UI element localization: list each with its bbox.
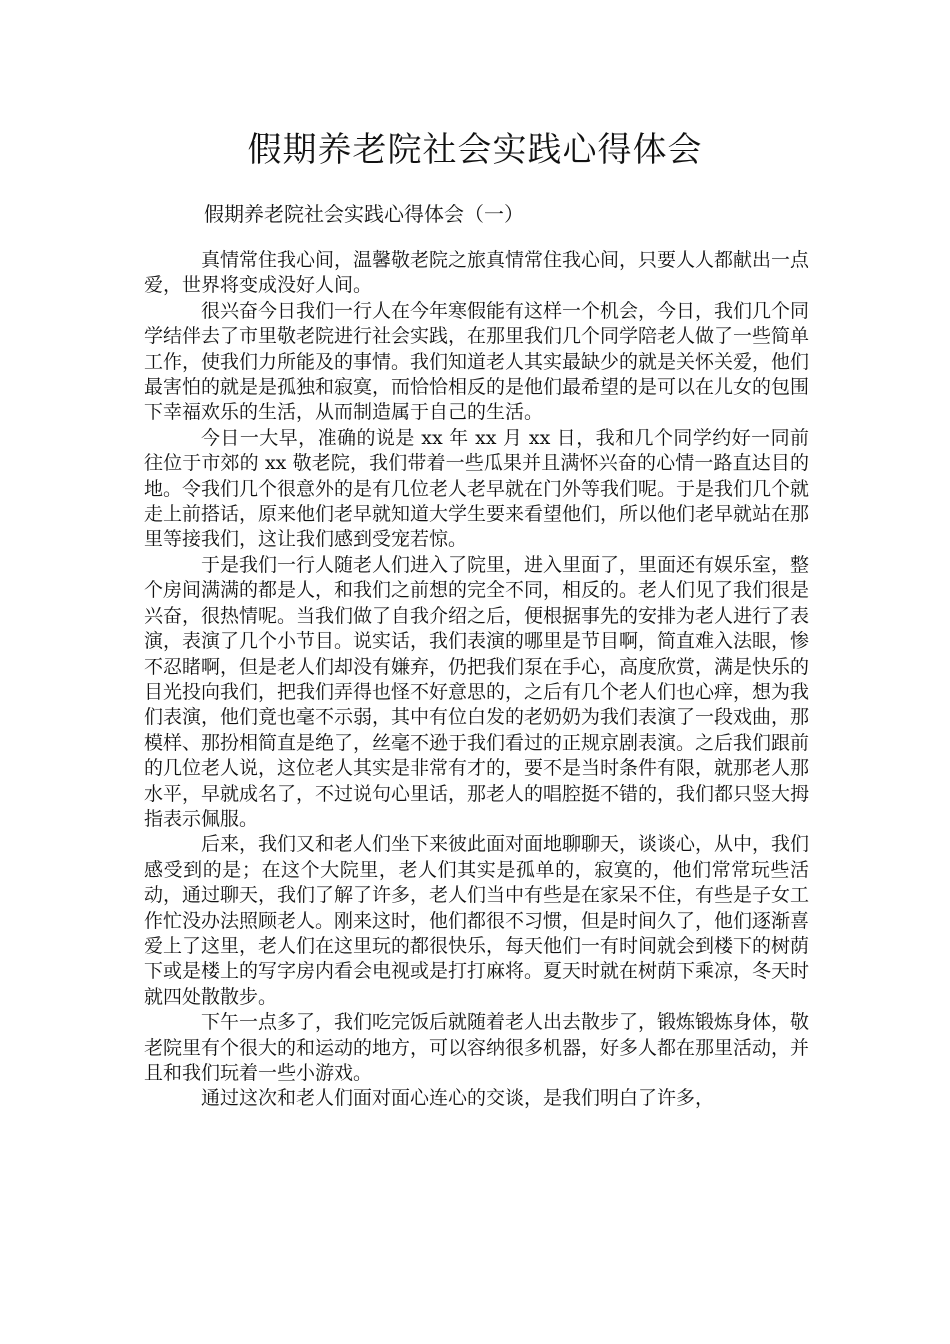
paragraph: 下午一点多了，我们吃完饭后就随着老人出去散步了，锻炼锻炼身体，敬老院里有个很大的和运动的地方，可以容纳很多机器，好多人都在那里活动，并且和我们玩着一些小游戏。 [144,1011,810,1084]
paragraph: 今日一大早，准确的说是 xx 年 xx 月 xx 日，我和几个同学约好一同前往位于市郊的 xx 敬老院，我们带着一些瓜果并且满怀兴奋的心情一路直达目的地。令我们几个很意外的是有几位老人老早就在门外等我们呢。于是我们几个就走上前搭话，原来他们老早就知道大学生要来看望他们，所以他们老早就站在那里等接我们，这让我们感到受宠若惊。 [144,426,810,551]
paragraph: 很兴奋今日我们一行人在今年寒假能有这样一个机会，今日，我们几个同学结伴去了市里敬老院进行社会实践，在那里我们几个同学陪老人做了一些简单工作，使我们力所能及的事情。我们知道老人其实最缺少的就是关怀关爱，他们最害怕的就是是孤独和寂寞，而恰恰相反的是他们最希望的是可以在儿女的包围下幸福欢乐的生活，从而制造属于自己的生活。 [144,299,810,424]
paragraph: 通过这次和老人们面对面心连心的交谈，是我们明白了许多， [201,1087,715,1110]
document-body [144,248,809,1112]
document-subtitle: 假期养老院社会实践心得体会（一） [204,202,524,226]
paragraph: 后来，我们又和老人们坐下来彼此面对面地聊聊天，谈谈心，从中，我们感受到的是；在这个大院里，老人们其实是孤单的，寂寞的，他们常常玩些活动，通过聊天，我们了解了许多，老人们当中有些是在家呆不住，有些是子女工作忙没办法照顾老人。刚来这时，他们都很不习惯，但是时间久了，他们逐渐喜爱上了这里，老人们在这里玩的都很快乐，每天他们一有时间就会到楼下的树荫下或是楼上的写字房内看会电视或是打打麻将。夏天时就在树荫下乘凉，冬天时就四处散散步。 [144,833,810,1008]
paragraph: 真情常住我心间，温馨敬老院之旅真情常住我心间，只要人人都献出一点爱，世界将变成没好人间。 [144,249,810,297]
document-title: 假期养老院社会实践心得体会 [247,130,703,170]
paragraph: 于是我们一行人随老人们进入了院里，进入里面了，里面还有娱乐室，整个房间满满的都是人，和我们之前想的完全不同，相反的。老人们见了我们很是兴奋，很热情呢。当我们做了自我介绍之后，便根据事先的安排为老人进行了表演，表演了几个小节目。说实话，我们表演的哪里是节目啊，简直难入法眼，惨不忍睹啊，但是老人们却没有嫌弃，仍把我们泵在手心，高度欣赏，满是快乐的目光投向我们，把我们弄得也怪不好意思的，之后有几个老人们也心痒，想为我们表演，他们竟也毫不示弱，其中有位白发的老奶奶为我们表演了一段戏曲，那模样、那扮相简直是绝了，丝毫不逊于我们看过的正规京剧表演。之后我们跟前的几位老人说，这位老人其实是非常有才的，要不是当时条件有限，就那老人那水平，早就成名了，不过说句心里话，那老人的唱腔挺不错的，我们都只竖大拇指表示佩服。 [144,553,810,830]
